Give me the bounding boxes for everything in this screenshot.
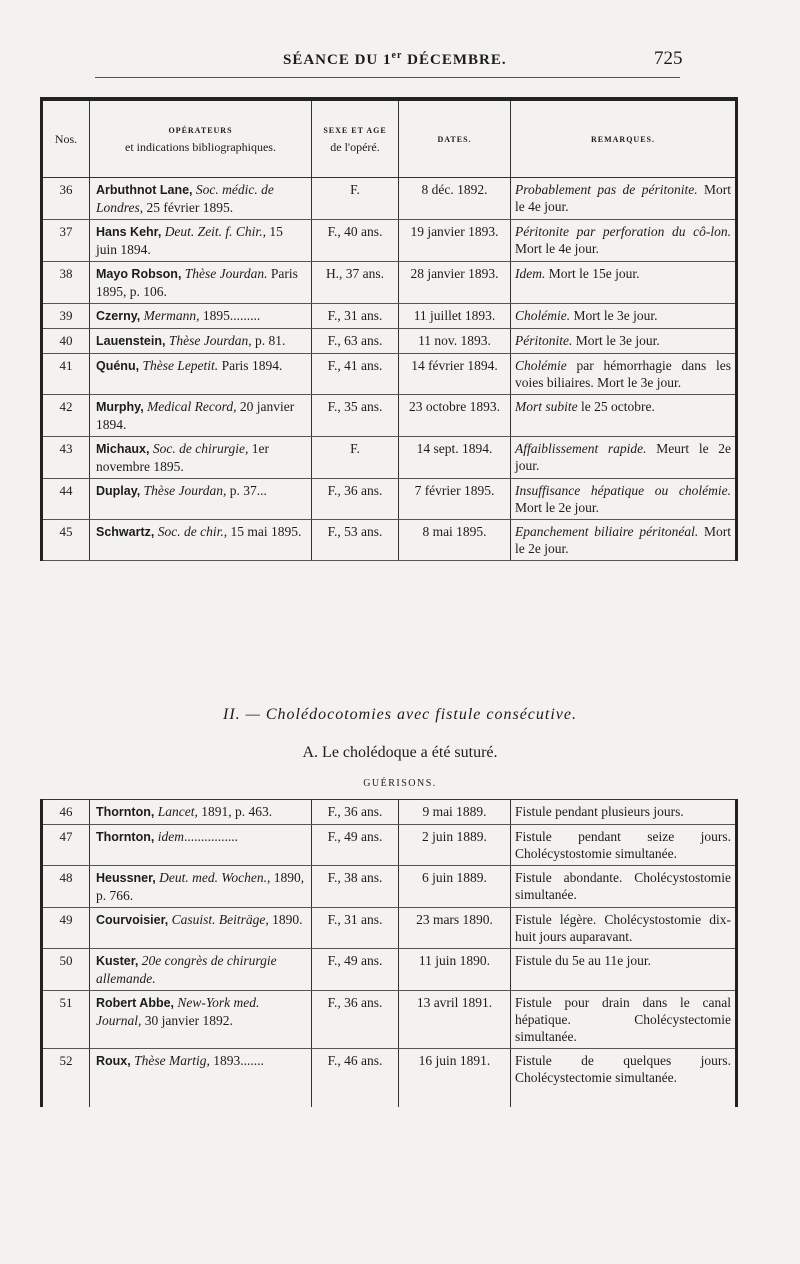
remarks-cell: [511, 991, 737, 1049]
date-cell: [399, 908, 511, 949]
remark-text: Mort le 4e jour.: [515, 241, 599, 256]
operator-name: Thornton,: [96, 830, 155, 844]
table-row: [42, 800, 737, 825]
reference-detail: 20 janvier 1894.: [96, 399, 295, 432]
case-number: [42, 304, 90, 329]
operator-name: Duplay,: [96, 484, 141, 498]
reference-detail: 1890, p. 766.: [96, 870, 305, 903]
date-cell: [399, 354, 511, 395]
date-text: 6 juin 1889.: [422, 870, 487, 885]
case-number: [42, 437, 90, 479]
remarks-cell: [511, 949, 737, 991]
operator-cell: [90, 1049, 312, 1108]
operator-cell: [90, 520, 312, 561]
case-number-text: 51: [59, 995, 73, 1010]
case-number-text: 38: [59, 266, 73, 281]
date-cell: [399, 437, 511, 479]
remark-italic: Mort subite: [515, 399, 578, 414]
case-number: [42, 479, 90, 520]
cases-table-2: [40, 799, 738, 1107]
case-number-text: 47: [59, 829, 73, 844]
reference-detail: 1895.........: [199, 308, 261, 323]
date-text: 11 juin 1890.: [418, 953, 491, 968]
reference-title: 20e congrès de chirurgie allemande.: [96, 953, 277, 986]
operator-cell: [90, 949, 312, 991]
reference-detail: 25 février 1895.: [143, 200, 234, 215]
case-number-text: 42: [59, 399, 73, 414]
sex-age-text: F., 31 ans.: [327, 308, 383, 323]
case-number: [42, 908, 90, 949]
case-number-text: 50: [59, 953, 73, 968]
reference-detail: 1891, p. 463.: [197, 804, 273, 819]
date-cell: [399, 991, 511, 1049]
header-row: [42, 99, 737, 178]
running-head: [0, 44, 800, 74]
remarks-cell: [511, 825, 737, 866]
operator-cell: [90, 991, 312, 1049]
date-cell: [399, 800, 511, 825]
operator-name: Thornton,: [96, 805, 155, 819]
reference-detail: 15 juin 1894.: [96, 224, 283, 257]
reference-detail: 1er novembre 1895.: [96, 441, 269, 474]
case-number: [42, 866, 90, 908]
date-text: 8 déc. 1892.: [421, 182, 488, 197]
operator-name: Murphy,: [96, 400, 144, 414]
reference-title: Thèse Martig,: [130, 1053, 210, 1068]
case-number: [42, 825, 90, 866]
table-row: [42, 304, 737, 329]
sex-age-text: F., 53 ans.: [327, 524, 383, 539]
table-row: [42, 825, 737, 866]
sex-age-text: H., 37 ans.: [325, 266, 385, 281]
operator-cell: [90, 178, 312, 220]
case-number-text: 41: [59, 358, 73, 373]
remark-text: par hémorrhagie dans les voies biliaires. Mort le 3e jour.: [515, 358, 731, 390]
case-number: [42, 800, 90, 825]
operator-cell: [90, 908, 312, 949]
case-number-text: 40: [59, 333, 73, 348]
remarks-cell: [511, 329, 737, 354]
reference-title: Lancet,: [154, 804, 198, 819]
date-text: 19 janvier 1893.: [410, 224, 499, 239]
date-text: 8 mai 1895.: [422, 524, 487, 539]
reference-title: Thèse Jourdan,: [140, 483, 227, 498]
remarks-cell: [511, 178, 737, 220]
remarks-cell: [511, 304, 737, 329]
table-row: [42, 949, 737, 991]
date-cell: [399, 949, 511, 991]
sex-age-cell: [312, 825, 399, 866]
header-operateurs: OPÉRATEURS et indications bibliographiques.: [90, 99, 312, 178]
remark-text: Mort le 4e jour.: [515, 182, 731, 214]
reference-title: Thèse Jourdan,: [165, 333, 252, 348]
date-cell: [399, 395, 511, 437]
date-text: 11 juillet 1893.: [413, 308, 496, 323]
remarks-cell: [511, 262, 737, 304]
operator-name: Hans Kehr,: [96, 225, 162, 239]
reference-detail: Paris 1895, p. 106.: [96, 266, 298, 299]
date-cell: [399, 304, 511, 329]
reference-title: Thèse Jourdan.: [181, 266, 268, 281]
reference-detail: p. 81.: [251, 333, 286, 348]
sex-age-cell: [312, 178, 399, 220]
remarks-cell: [511, 395, 737, 437]
sex-age-text: F., 46 ans.: [327, 1053, 383, 1068]
reference-detail: ................: [183, 829, 238, 844]
remark-italic: Insuffisance hépatique ou cholémie.: [515, 483, 731, 498]
operator-cell: [90, 825, 312, 866]
sex-age-cell: [312, 908, 399, 949]
sex-age-text: F.: [350, 441, 360, 456]
remark-text: Fistule légère. Cholécystostomie dix-huit jours auparavant.: [515, 912, 731, 944]
remark-text: Mort le 3e jour.: [570, 308, 658, 323]
sex-age-cell: [312, 395, 399, 437]
table-row: [42, 520, 737, 561]
table-row: [42, 262, 737, 304]
reference-detail: Paris 1894.: [218, 358, 283, 373]
reference-title: Soc. de chir.,: [154, 524, 228, 539]
case-number: [42, 262, 90, 304]
table-row: [42, 178, 737, 220]
sex-age-text: F., 31 ans.: [327, 912, 383, 927]
table-row: [42, 991, 737, 1049]
sex-age-cell: [312, 220, 399, 262]
sex-age-cell: [312, 479, 399, 520]
remarks-cell: [511, 908, 737, 949]
case-number: [42, 520, 90, 561]
remark-text: le 25 octobre.: [577, 399, 655, 414]
case-number-text: 37: [59, 224, 73, 239]
table-row: [42, 908, 737, 949]
date-cell: [399, 479, 511, 520]
operator-cell: [90, 395, 312, 437]
reference-title: Thèse Lepetit.: [139, 358, 219, 373]
case-number-text: 46: [59, 804, 73, 819]
date-text: 2 juin 1889.: [422, 829, 487, 844]
table-row: [42, 866, 737, 908]
case-number-text: 45: [59, 524, 73, 539]
operator-name: Heussner,: [96, 871, 156, 885]
header-remarques: REMARQUES.: [511, 99, 737, 178]
sex-age-text: F., 63 ans.: [327, 333, 383, 348]
sex-age-text: F., 36 ans.: [327, 804, 383, 819]
table-row: [42, 395, 737, 437]
sex-age-text: F., 36 ans.: [327, 483, 383, 498]
operator-name: Czerny,: [96, 309, 141, 323]
sex-age-text: F.: [350, 182, 360, 197]
reference-title: Soc. de chirurgie,: [149, 441, 249, 456]
case-number: [42, 949, 90, 991]
sex-age-cell: [312, 866, 399, 908]
remark-italic: Probablement pas de péritonite.: [515, 182, 698, 197]
date-text: 11 nov. 1893.: [418, 333, 491, 348]
table-row: [42, 437, 737, 479]
header-dates: DATES.: [399, 99, 511, 178]
case-number: [42, 178, 90, 220]
sex-age-text: F., 49 ans.: [327, 829, 383, 844]
reference-title: idem: [154, 829, 184, 844]
sex-age-cell: [312, 800, 399, 825]
case-number: [42, 1049, 90, 1108]
date-text: 23 mars 1890.: [416, 912, 493, 927]
remark-italic: Epanchement biliaire péritonéal.: [515, 524, 699, 539]
table-row: [42, 354, 737, 395]
date-text: 13 avril 1891.: [416, 995, 493, 1010]
remarks-cell: [511, 220, 737, 262]
case-number: [42, 329, 90, 354]
reference-title: Soc. médic. de Londres,: [96, 182, 274, 215]
operator-cell: [90, 304, 312, 329]
reference-title: Deut. med. Wochen.,: [155, 870, 271, 885]
reference-detail: 30 janvier 1892.: [141, 1013, 233, 1028]
case-number-text: 48: [59, 870, 73, 885]
operator-name: Michaux,: [96, 442, 150, 456]
remarks-cell: [511, 520, 737, 561]
table-row: [42, 479, 737, 520]
operator-name: Arbuthnot Lane,: [96, 183, 193, 197]
sex-age-text: F., 40 ans.: [327, 224, 383, 239]
reference-title: Medical Record,: [143, 399, 237, 414]
date-cell: [399, 262, 511, 304]
sub-sub-title: GUÉRISONS.: [363, 778, 437, 789]
reference-detail: 1893.......: [209, 1053, 264, 1068]
reference-title: Deut. Zeit. f. Chir.,: [161, 224, 266, 239]
sex-age-cell: [312, 354, 399, 395]
remark-italic: Idem.: [515, 266, 546, 281]
case-number-text: 43: [59, 441, 73, 456]
date-text: 9 mai 1889.: [422, 804, 487, 819]
remarks-cell: [511, 354, 737, 395]
remarks-cell: [511, 437, 737, 479]
reference-detail: 1890.: [268, 912, 303, 927]
remark-text: Fistule du 5e au 11e jour.: [515, 953, 651, 968]
reference-title: Mermann,: [140, 308, 200, 323]
case-number-text: 36: [59, 182, 73, 197]
date-cell: [399, 178, 511, 220]
operator-cell: [90, 437, 312, 479]
section-title: II. — Cholédocotomies avec fistule consécutive.: [222, 706, 577, 723]
header-no: Nos.: [42, 99, 90, 178]
case-number: [42, 354, 90, 395]
sex-age-cell: [312, 949, 399, 991]
remarks-cell: [511, 866, 737, 908]
remark-text: Fistule abondante. Cholécystostomie simultanée.: [515, 870, 731, 902]
sex-age-cell: [312, 437, 399, 479]
operator-name: Courvoisier,: [96, 913, 169, 927]
table-row: [42, 1049, 737, 1108]
remark-italic: Péritonite.: [515, 333, 573, 348]
sex-age-cell: [312, 520, 399, 561]
table-row: [42, 220, 737, 262]
sex-age-text: F., 35 ans.: [327, 399, 383, 414]
case-number-text: 49: [59, 912, 73, 927]
case-number: [42, 220, 90, 262]
running-title: SÉANCE DU 1er DÉCEMBRE.: [283, 50, 507, 68]
operator-name: Kuster,: [96, 954, 139, 968]
date-text: 14 février 1894.: [411, 358, 498, 373]
operator-cell: [90, 354, 312, 395]
case-number: [42, 395, 90, 437]
date-text: 23 octobre 1893.: [408, 399, 501, 414]
sex-age-text: F., 38 ans.: [327, 870, 383, 885]
remark-text: Fistule pendant seize jours. Cholécystostomie simultanée.: [515, 829, 731, 861]
sex-age-text: F., 49 ans.: [327, 953, 383, 968]
case-number: [42, 991, 90, 1049]
date-cell: [399, 520, 511, 561]
remark-text: Mort le 3e jour.: [572, 333, 660, 348]
operator-cell: [90, 866, 312, 908]
sex-age-cell: [312, 304, 399, 329]
remark-italic: Cholémie.: [515, 308, 571, 323]
operator-cell: [90, 479, 312, 520]
operator-cell: [90, 329, 312, 354]
sex-age-text: F., 36 ans.: [327, 995, 383, 1010]
sub-title: A. Le cholédoque a été suturé.: [302, 744, 498, 761]
remark-text: Mort le 2e jour.: [515, 524, 732, 556]
operator-cell: [90, 800, 312, 825]
date-text: 7 février 1895.: [414, 483, 495, 498]
sex-age-text: F., 41 ans.: [327, 358, 383, 373]
operator-name: Quénu,: [96, 359, 140, 373]
case-number-text: 44: [59, 483, 73, 498]
remark-text: Meurt le 2e jour.: [515, 441, 731, 473]
date-cell: [399, 220, 511, 262]
date-cell: [399, 866, 511, 908]
date-text: 16 juin 1891.: [418, 1053, 491, 1068]
operator-name: Robert Abbe,: [96, 996, 175, 1010]
page-number: 725: [654, 48, 683, 69]
reference-title: Casuist. Beiträge,: [168, 912, 269, 927]
operator-name: Mayo Robson,: [96, 267, 182, 281]
remarks-cell: [511, 1049, 737, 1108]
operator-name: Schwartz,: [96, 525, 155, 539]
date-text: 28 janvier 1893.: [410, 266, 499, 281]
case-number-text: 39: [59, 308, 73, 323]
reference-detail: p. 37...: [226, 483, 267, 498]
head-rule: [95, 77, 680, 78]
table-row: [42, 329, 737, 354]
remark-text: Fistule pendant plusieurs jours.: [515, 804, 684, 819]
remark-text: Mort le 2e jour.: [515, 500, 599, 515]
sex-age-cell: [312, 1049, 399, 1108]
remark-text: Fistule pour drain dans le canal hépatique. Cholécystectomie simultanée.: [515, 995, 731, 1044]
date-cell: [399, 825, 511, 866]
operator-name: Roux,: [96, 1054, 131, 1068]
cases-table: [40, 97, 738, 561]
sex-age-cell: [312, 329, 399, 354]
header-sexe: SEXE ET AGE de l'opéré.: [312, 99, 399, 178]
date-cell: [399, 1049, 511, 1108]
remark-text: Mort le 15e jour.: [545, 266, 640, 281]
sex-age-cell: [312, 991, 399, 1049]
remark-italic: Cholémie: [515, 358, 567, 373]
remark-italic: Péritonite par perforation du cô-lon.: [515, 224, 731, 239]
sex-age-cell: [312, 262, 399, 304]
remark-text: Fistule de quelques jours. Cholécystectomie simultanée.: [515, 1053, 731, 1085]
remark-italic: Affaiblissement rapide.: [515, 441, 647, 456]
case-number-text: 52: [59, 1053, 73, 1068]
operator-name: Lauenstein,: [96, 334, 166, 348]
operator-cell: [90, 220, 312, 262]
reference-detail: 15 mai 1895.: [227, 524, 302, 539]
date-cell: [399, 329, 511, 354]
reference-title: New-York med. Journal,: [96, 995, 260, 1028]
date-text: 14 sept. 1894.: [416, 441, 493, 456]
remarks-cell: [511, 479, 737, 520]
remarks-cell: [511, 800, 737, 825]
operator-cell: [90, 262, 312, 304]
